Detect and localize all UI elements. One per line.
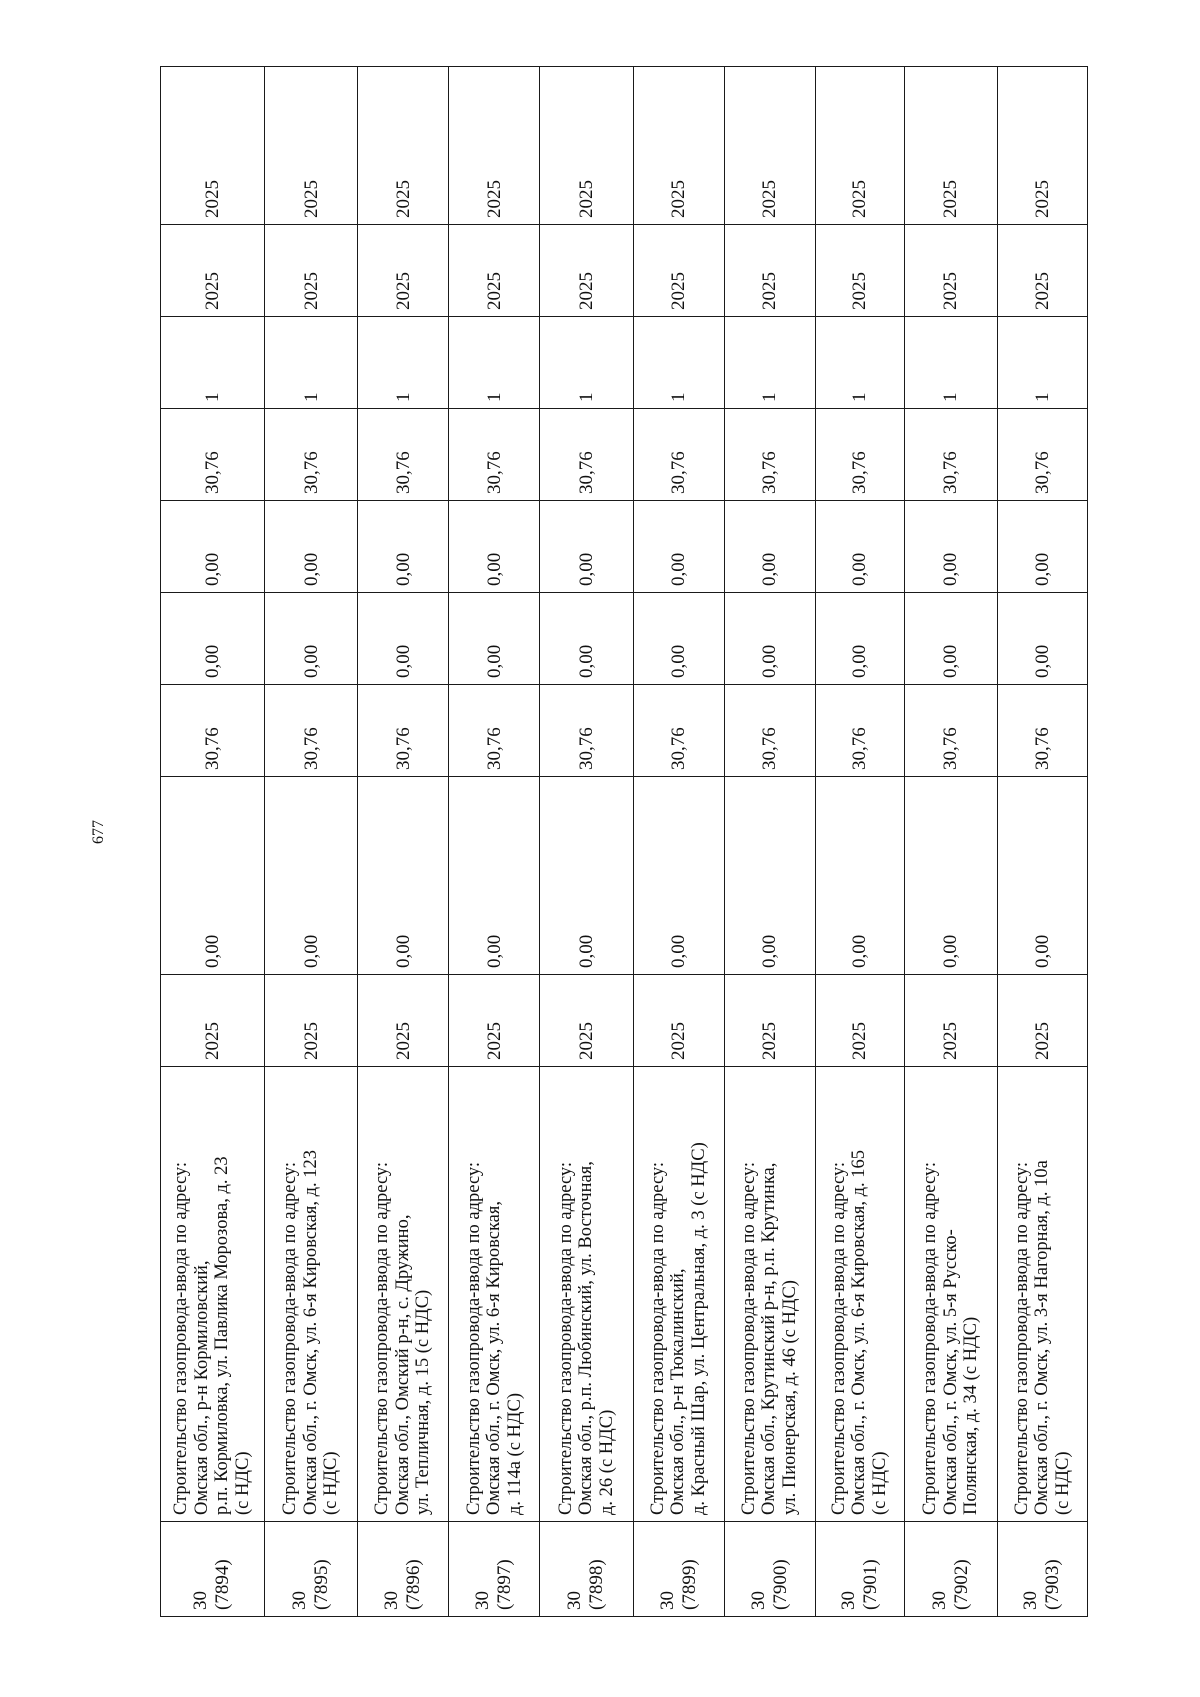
- description-line: Омская обл., г. Омск, ул. 6-я Кировская,: [484, 1200, 505, 1515]
- table-row: [815, 67, 904, 1617]
- row-quantity: 1: [904, 317, 997, 409]
- row-year-start: 2025: [997, 225, 1087, 317]
- row-year: 2025: [264, 975, 357, 1067]
- row-value-1: 0,00: [540, 777, 633, 975]
- row-quantity: 1: [264, 317, 357, 409]
- row-quantity: 1: [633, 317, 724, 409]
- row-year-start: 2025: [161, 225, 265, 317]
- description-line: д. Красный Шар, ул. Центральная, д. 3 (с НДС): [688, 1142, 709, 1515]
- row-value-3: 0,00: [358, 593, 449, 685]
- row-year: 2025: [633, 975, 724, 1067]
- row-value-3: 0,00: [264, 593, 357, 685]
- row-code: 30: [190, 1591, 212, 1610]
- row-value-4: 0,00: [540, 501, 633, 593]
- row-value-4: 0,00: [161, 501, 265, 593]
- table-row: [358, 67, 449, 1617]
- row-quantity: 1: [540, 317, 633, 409]
- row-value-3: 0,00: [724, 593, 815, 685]
- row-value-5: 30,76: [724, 409, 815, 501]
- description-line: (с НДС): [1052, 1451, 1073, 1515]
- row-value-4: 0,00: [358, 501, 449, 593]
- description-line: (с НДС): [869, 1451, 890, 1515]
- row-subcode: (7903): [1042, 1559, 1064, 1610]
- row-subcode: (7895): [311, 1559, 333, 1610]
- row-description: [358, 1067, 449, 1522]
- row-code: 30: [289, 1591, 311, 1610]
- row-description: [540, 1067, 633, 1522]
- row-value-2: 30,76: [815, 685, 904, 777]
- row-code-cell: [815, 1522, 904, 1617]
- table-row: [904, 67, 997, 1617]
- page-number: 677: [90, 820, 107, 844]
- row-value-4: 0,00: [633, 501, 724, 593]
- row-value-2: 30,76: [449, 685, 540, 777]
- row-subcode: (7897): [494, 1559, 516, 1610]
- row-code-cell: [161, 1522, 265, 1617]
- row-value-1: 0,00: [358, 777, 449, 975]
- row-value-5: 30,76: [633, 409, 724, 501]
- row-year-end: 2025: [633, 67, 724, 225]
- table-row: [264, 67, 357, 1617]
- data-table: [160, 66, 1088, 1617]
- description-line: Строительство газопровода-ввода по адресу:: [1011, 1161, 1032, 1515]
- description-line: Строительство газопровода-ввода по адресу:: [171, 1161, 192, 1515]
- row-description: [633, 1067, 724, 1522]
- row-year-start: 2025: [724, 225, 815, 317]
- row-description: [997, 1067, 1087, 1522]
- description-line: Омская обл., р-н Тюкалинский,: [668, 1268, 689, 1515]
- row-value-1: 0,00: [997, 777, 1087, 975]
- row-year-start: 2025: [633, 225, 724, 317]
- row-value-3: 0,00: [540, 593, 633, 685]
- row-value-3: 0,00: [904, 593, 997, 685]
- row-year-start: 2025: [904, 225, 997, 317]
- row-year-end: 2025: [449, 67, 540, 225]
- description-line: Строительство газопровода-ввода по адресу:: [738, 1161, 759, 1515]
- description-line: (с НДС): [321, 1451, 342, 1515]
- row-code-cell: [264, 1522, 357, 1617]
- row-code: 30: [564, 1591, 586, 1610]
- row-code-cell: [449, 1522, 540, 1617]
- row-year-end: 2025: [997, 67, 1087, 225]
- description-line: Строительство газопровода-ввода по адресу:: [463, 1161, 484, 1515]
- description-line: Омская обл., Омский р-н, с. Дружино,: [392, 1214, 413, 1515]
- description-line: ул. Пионерская, д. 46 (с НДС): [779, 1280, 800, 1515]
- row-value-1: 0,00: [724, 777, 815, 975]
- row-value-1: 0,00: [264, 777, 357, 975]
- row-code: 30: [472, 1591, 494, 1610]
- row-value-2: 30,76: [358, 685, 449, 777]
- row-year-start: 2025: [358, 225, 449, 317]
- row-year: 2025: [724, 975, 815, 1067]
- row-subcode: (7898): [586, 1559, 608, 1610]
- row-value-4: 0,00: [264, 501, 357, 593]
- row-code: 30: [656, 1591, 678, 1610]
- row-code: 30: [928, 1591, 950, 1610]
- row-code: 30: [837, 1591, 859, 1610]
- row-code: 30: [1020, 1591, 1042, 1610]
- row-value-5: 30,76: [264, 409, 357, 501]
- row-value-2: 30,76: [997, 685, 1087, 777]
- table-body: [161, 67, 1088, 1617]
- description-line: Омская обл., р-н Кормиловский,: [191, 1260, 212, 1515]
- row-year-end: 2025: [904, 67, 997, 225]
- description-line: Строительство газопровода-ввода по адресу:: [828, 1161, 849, 1515]
- row-description: [815, 1067, 904, 1522]
- description-line: Омская обл., г. Омск, ул. 3-я Нагорная, д. 10а: [1032, 1160, 1053, 1515]
- row-value-3: 0,00: [633, 593, 724, 685]
- row-subcode: (7902): [950, 1559, 972, 1610]
- table-row: [997, 67, 1087, 1617]
- row-code: 30: [381, 1591, 403, 1610]
- row-value-5: 30,76: [815, 409, 904, 501]
- row-subcode: (7901): [859, 1559, 881, 1610]
- row-value-2: 30,76: [161, 685, 265, 777]
- table-row: [633, 67, 724, 1617]
- row-code-cell: [633, 1522, 724, 1617]
- row-year: 2025: [358, 975, 449, 1067]
- row-year-end: 2025: [540, 67, 633, 225]
- row-quantity: 1: [724, 317, 815, 409]
- row-value-5: 30,76: [358, 409, 449, 501]
- description-line: Строительство газопровода-ввода по адресу:: [920, 1161, 941, 1515]
- row-year: 2025: [815, 975, 904, 1067]
- row-year: 2025: [997, 975, 1087, 1067]
- row-year-start: 2025: [815, 225, 904, 317]
- row-value-2: 30,76: [264, 685, 357, 777]
- row-subcode: (7894): [212, 1559, 234, 1610]
- description-line: Строительство газопровода-ввода по адресу:: [372, 1161, 393, 1515]
- row-subcode: (7896): [403, 1559, 425, 1610]
- row-value-4: 0,00: [997, 501, 1087, 593]
- row-value-2: 30,76: [540, 685, 633, 777]
- row-year-end: 2025: [161, 67, 265, 225]
- row-value-2: 30,76: [724, 685, 815, 777]
- row-year-end: 2025: [358, 67, 449, 225]
- description-line: Строительство газопровода-ввода по адресу:: [555, 1161, 576, 1515]
- row-value-4: 0,00: [449, 501, 540, 593]
- description-line: Омская обл., г. Омск, ул. 6-я Кировская, д. 123: [300, 1149, 321, 1515]
- row-year: 2025: [904, 975, 997, 1067]
- row-value-5: 30,76: [997, 409, 1087, 501]
- row-value-1: 0,00: [815, 777, 904, 975]
- row-subcode: (7900): [769, 1559, 791, 1610]
- description-line: Омская обл., р.п. Любинский, ул. Восточная,: [576, 1161, 597, 1515]
- description-line: д. 26 (с НДС): [596, 1409, 617, 1515]
- row-year-start: 2025: [264, 225, 357, 317]
- row-subcode: (7899): [678, 1559, 700, 1610]
- row-value-1: 0,00: [904, 777, 997, 975]
- row-description: [161, 1067, 265, 1522]
- row-code: 30: [747, 1591, 769, 1610]
- row-year-start: 2025: [540, 225, 633, 317]
- table-row: [724, 67, 815, 1617]
- row-year-end: 2025: [724, 67, 815, 225]
- description-line: Строительство газопровода-ввода по адресу:: [647, 1161, 668, 1515]
- row-quantity: 1: [449, 317, 540, 409]
- row-value-4: 0,00: [815, 501, 904, 593]
- table-row: [449, 67, 540, 1617]
- row-year: 2025: [449, 975, 540, 1067]
- description-line: Полянская, д. 34 (с НДС): [961, 1316, 982, 1515]
- row-year-end: 2025: [815, 67, 904, 225]
- row-quantity: 1: [997, 317, 1087, 409]
- description-line: Омская обл., г. Омск, ул. 6-я Кировская, д. 165: [849, 1149, 870, 1515]
- row-quantity: 1: [815, 317, 904, 409]
- description-line: р.п. Кормиловка, ул. Павлика Морозова, д. 23: [212, 1156, 233, 1515]
- row-code-cell: [904, 1522, 997, 1617]
- row-code-cell: [358, 1522, 449, 1617]
- row-code-cell: [997, 1522, 1087, 1617]
- row-description: [724, 1067, 815, 1522]
- description-line: Омская обл., Крутинский р-н, р.п. Крутинка,: [759, 1162, 780, 1515]
- row-value-4: 0,00: [904, 501, 997, 593]
- description-line: Строительство газопровода-ввода по адресу:: [280, 1161, 301, 1515]
- row-value-3: 0,00: [997, 593, 1087, 685]
- row-code-cell: [540, 1522, 633, 1617]
- row-description: [264, 1067, 357, 1522]
- row-value-4: 0,00: [724, 501, 815, 593]
- row-value-3: 0,00: [161, 593, 265, 685]
- row-value-2: 30,76: [633, 685, 724, 777]
- rotated-table-container: [160, 67, 1088, 1617]
- row-value-3: 0,00: [815, 593, 904, 685]
- row-description: [904, 1067, 997, 1522]
- row-value-5: 30,76: [161, 409, 265, 501]
- row-year: 2025: [540, 975, 633, 1067]
- row-value-3: 0,00: [449, 593, 540, 685]
- row-year: 2025: [161, 975, 265, 1067]
- row-description: [449, 1067, 540, 1522]
- row-value-1: 0,00: [633, 777, 724, 975]
- description-line: д. 114а (с НДС): [504, 1392, 525, 1515]
- row-value-1: 0,00: [449, 777, 540, 975]
- row-value-1: 0,00: [161, 777, 265, 975]
- table-row: [161, 67, 265, 1617]
- row-code-cell: [724, 1522, 815, 1617]
- row-value-5: 30,76: [904, 409, 997, 501]
- row-value-5: 30,76: [540, 409, 633, 501]
- row-value-2: 30,76: [904, 685, 997, 777]
- row-quantity: 1: [358, 317, 449, 409]
- row-year-start: 2025: [449, 225, 540, 317]
- description-line: (с НДС): [232, 1451, 253, 1515]
- row-value-5: 30,76: [449, 409, 540, 501]
- row-quantity: 1: [161, 317, 265, 409]
- row-year-end: 2025: [264, 67, 357, 225]
- table-row: [540, 67, 633, 1617]
- description-line: Омская обл., г. Омск, ул. 5-я Русско-: [940, 1229, 961, 1515]
- description-line: ул. Тепличная, д. 15 (с НДС): [413, 1289, 434, 1515]
